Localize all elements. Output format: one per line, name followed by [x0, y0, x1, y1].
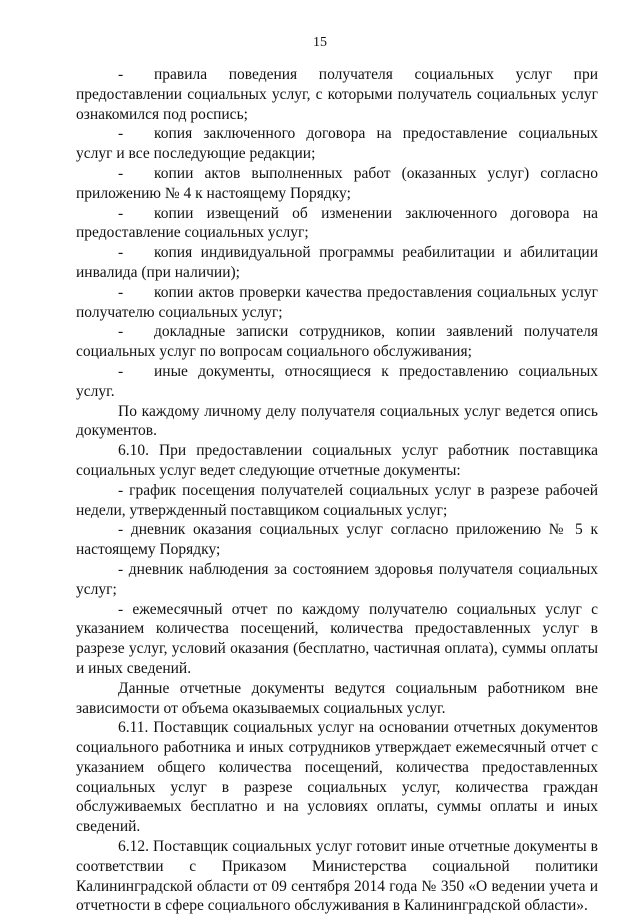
list-item-text: правила поведения получателя социальных услуг при предоставлении социальных услуг, с которыми получатель социальных услуг ознакомился под роспись;	[76, 66, 598, 123]
list-dash: -	[118, 66, 124, 83]
dash-item-notices	[76, 204, 598, 244]
section-6-10-item-schedule: - график посещения получателей социальных услуг в разрезе рабочей недели, утвержденный поставщиком социальных услуг;	[76, 481, 598, 519]
list-item-text: копия индивидуальной программы реабилитации и абилитации инвалида (при наличии);	[76, 244, 598, 281]
section-6-12: 6.12. Поставщик социальных услуг готовит иные отчетные документы в соответствии с Приказом Министерства социальной политики Калининградской области от 09 сентября 2014 года № 350 «О ведении учета и отчетности в сфере социального обслуживания в Калининградской области».	[76, 838, 598, 915]
list-item-text: копия заключенного договора на предоставление социальных услуг и все последующие редакции;	[76, 125, 598, 163]
list-dash: -	[118, 244, 124, 262]
list-item-text: иные документы, относящиеся к предоставлению социальных услуг.	[76, 362, 598, 400]
list-item-text: копии актов выполненных работ (оказанных услуг) согласно приложению № 4 к настоящему Порядку;	[76, 164, 598, 202]
dash-item-quality-acts	[76, 283, 598, 323]
dash-item-rehab-program	[76, 243, 598, 283]
list-dash: -	[118, 125, 124, 143]
page-number: 15	[313, 35, 327, 50]
list-item-text: докладные записки сотрудников, копии заявлений получателя социальных услуг по вопросам социального обслуживания;	[76, 323, 598, 361]
dash-item-other-docs	[76, 362, 598, 402]
dash-item-rules	[76, 65, 598, 124]
dash-item-contract-copy	[76, 124, 598, 164]
section-6-10-item-monthly-report: - ежемесячный отчет по каждому получателю социальных услуг с указанием количества посещений, количества предоставленных услуг в разрезе услуг, условий оказания (бесплатно, частичная оплата), суммы оплаты и иных сведений.	[76, 600, 598, 677]
list-dash: -	[118, 283, 124, 301]
document-body	[76, 65, 598, 916]
section-6-10-closing: Данные отчетные документы ведутся социальным работником вне зависимости от объема оказываемых социальных услуг.	[76, 679, 598, 717]
list-dash: -	[118, 164, 124, 182]
section-6-10: 6.10. При предоставлении социальных услуг работник поставщика социальных услуг ведет следующие отчетные документы:	[76, 442, 598, 479]
dash-item-memos	[76, 322, 598, 362]
list-dash: -	[118, 204, 124, 222]
inventory-paragraph: По каждому личному делу получателя социальных услуг ведется опись документов.	[76, 402, 598, 440]
list-dash: -	[118, 323, 124, 341]
section-6-10-item-service-diary: - дневник оказания социальных услуг согласно приложению № 5 к настоящему Порядку;	[76, 521, 598, 559]
list-dash: -	[118, 362, 124, 380]
list-item-text: копии извещений об изменении заключенного договора на предоставление социальных услуг;	[76, 204, 598, 242]
list-item-text: копии актов проверки качества предоставления социальных услуг получателю социальных услуг;	[76, 283, 598, 321]
dash-item-acts-of-work	[76, 164, 598, 204]
section-6-11: 6.11. Поставщик социальных услуг на основании отчетных документов социального работника и иных сотрудников утверждает ежемесячный отчет с указанием общего количества посещений, количества предоставленных социальных услуг в разрезе социальных услуг, количества граждан обслуживаемых бесплатно и на условиях оплаты, суммы оплаты и иных сведений.	[76, 719, 598, 836]
section-6-10-item-health-diary: - дневник наблюдения за состоянием здоровья получателя социальных услуг;	[76, 560, 598, 598]
